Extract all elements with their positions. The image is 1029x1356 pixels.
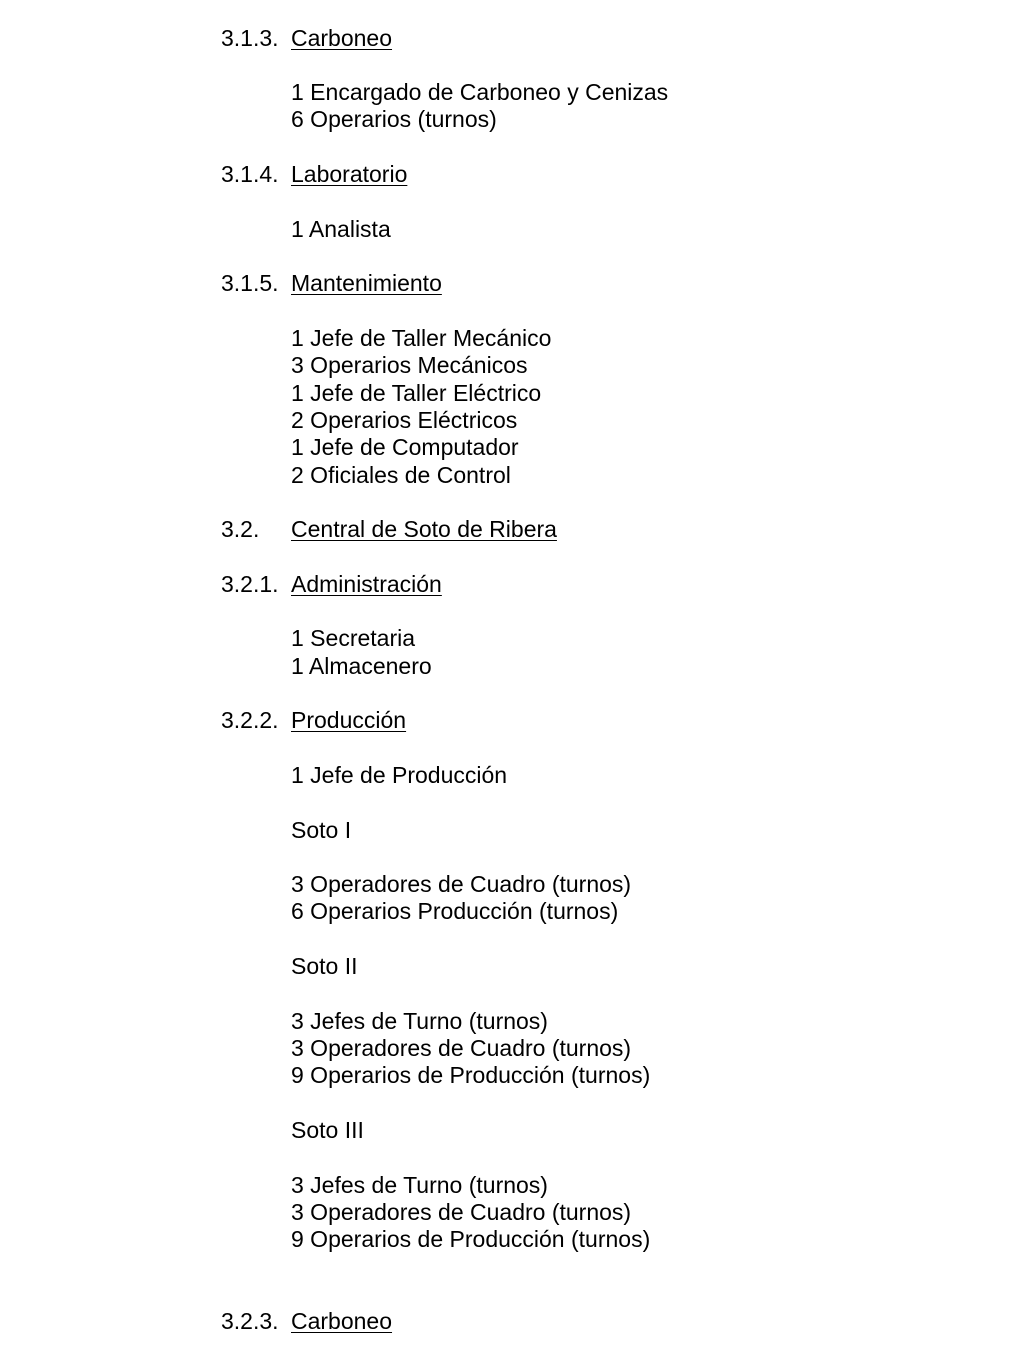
section-title: Mantenimiento bbox=[291, 270, 442, 296]
staff-item: 1 Jefe de Producción bbox=[291, 762, 508, 788]
staff-item: 9 Operarios de Producción (turnos) bbox=[291, 1226, 651, 1252]
staff-item: 3 Operadores de Cuadro (turnos) bbox=[291, 1035, 632, 1061]
group-heading: Soto I bbox=[291, 817, 352, 843]
staff-item: 1 Secretaria bbox=[291, 625, 416, 651]
section-number: 3.1.5. bbox=[221, 270, 279, 296]
group-heading: Soto II bbox=[291, 953, 358, 979]
section-number: 3.1.3. bbox=[221, 25, 279, 51]
staff-item: 3 Operarios Mecánicos bbox=[291, 352, 528, 378]
staff-item: 6 Operarios (turnos) bbox=[291, 106, 497, 132]
staff-item: 1 Jefe de Computador bbox=[291, 434, 519, 460]
section-number: 3.2.2. bbox=[221, 707, 279, 733]
section-title: Producción bbox=[291, 707, 407, 733]
staff-item: 3 Jefes de Turno (turnos) bbox=[291, 1172, 548, 1198]
staff-item: 3 Operadores de Cuadro (turnos) bbox=[291, 871, 632, 897]
staff-item: 1 Almacenero bbox=[291, 653, 432, 679]
section-title: Central de Soto de Ribera bbox=[291, 516, 557, 542]
staff-item: 1 Encargado de Carboneo y Cenizas bbox=[291, 79, 669, 105]
section-number: 3.2.3. bbox=[221, 1308, 279, 1334]
staff-item: 1 Analista bbox=[291, 216, 391, 242]
section-number: 3.1.4. bbox=[221, 161, 279, 187]
staff-item: 1 Jefe de Taller Eléctrico bbox=[291, 380, 542, 406]
staff-item: 9 Operarios de Producción (turnos) bbox=[291, 1062, 651, 1088]
staff-item: 2 Operarios Eléctricos bbox=[291, 407, 518, 433]
section-number: 3.2.1. bbox=[221, 571, 279, 597]
group-heading: Soto III bbox=[291, 1117, 364, 1143]
section-title: Administración bbox=[291, 571, 442, 597]
section-title: Laboratorio bbox=[291, 161, 408, 187]
staff-item: 1 Jefe de Taller Mecánico bbox=[291, 325, 552, 351]
staff-item: 2 Oficiales de Control bbox=[291, 462, 511, 488]
staff-item: 6 Operarios Producción (turnos) bbox=[291, 898, 619, 924]
staff-item: 3 Operadores de Cuadro (turnos) bbox=[291, 1199, 632, 1225]
section-title: Carboneo bbox=[291, 1308, 393, 1334]
staff-item: 3 Jefes de Turno (turnos) bbox=[291, 1008, 548, 1034]
section-title: Carboneo bbox=[291, 25, 393, 51]
section-number: 3.2. bbox=[221, 516, 260, 542]
